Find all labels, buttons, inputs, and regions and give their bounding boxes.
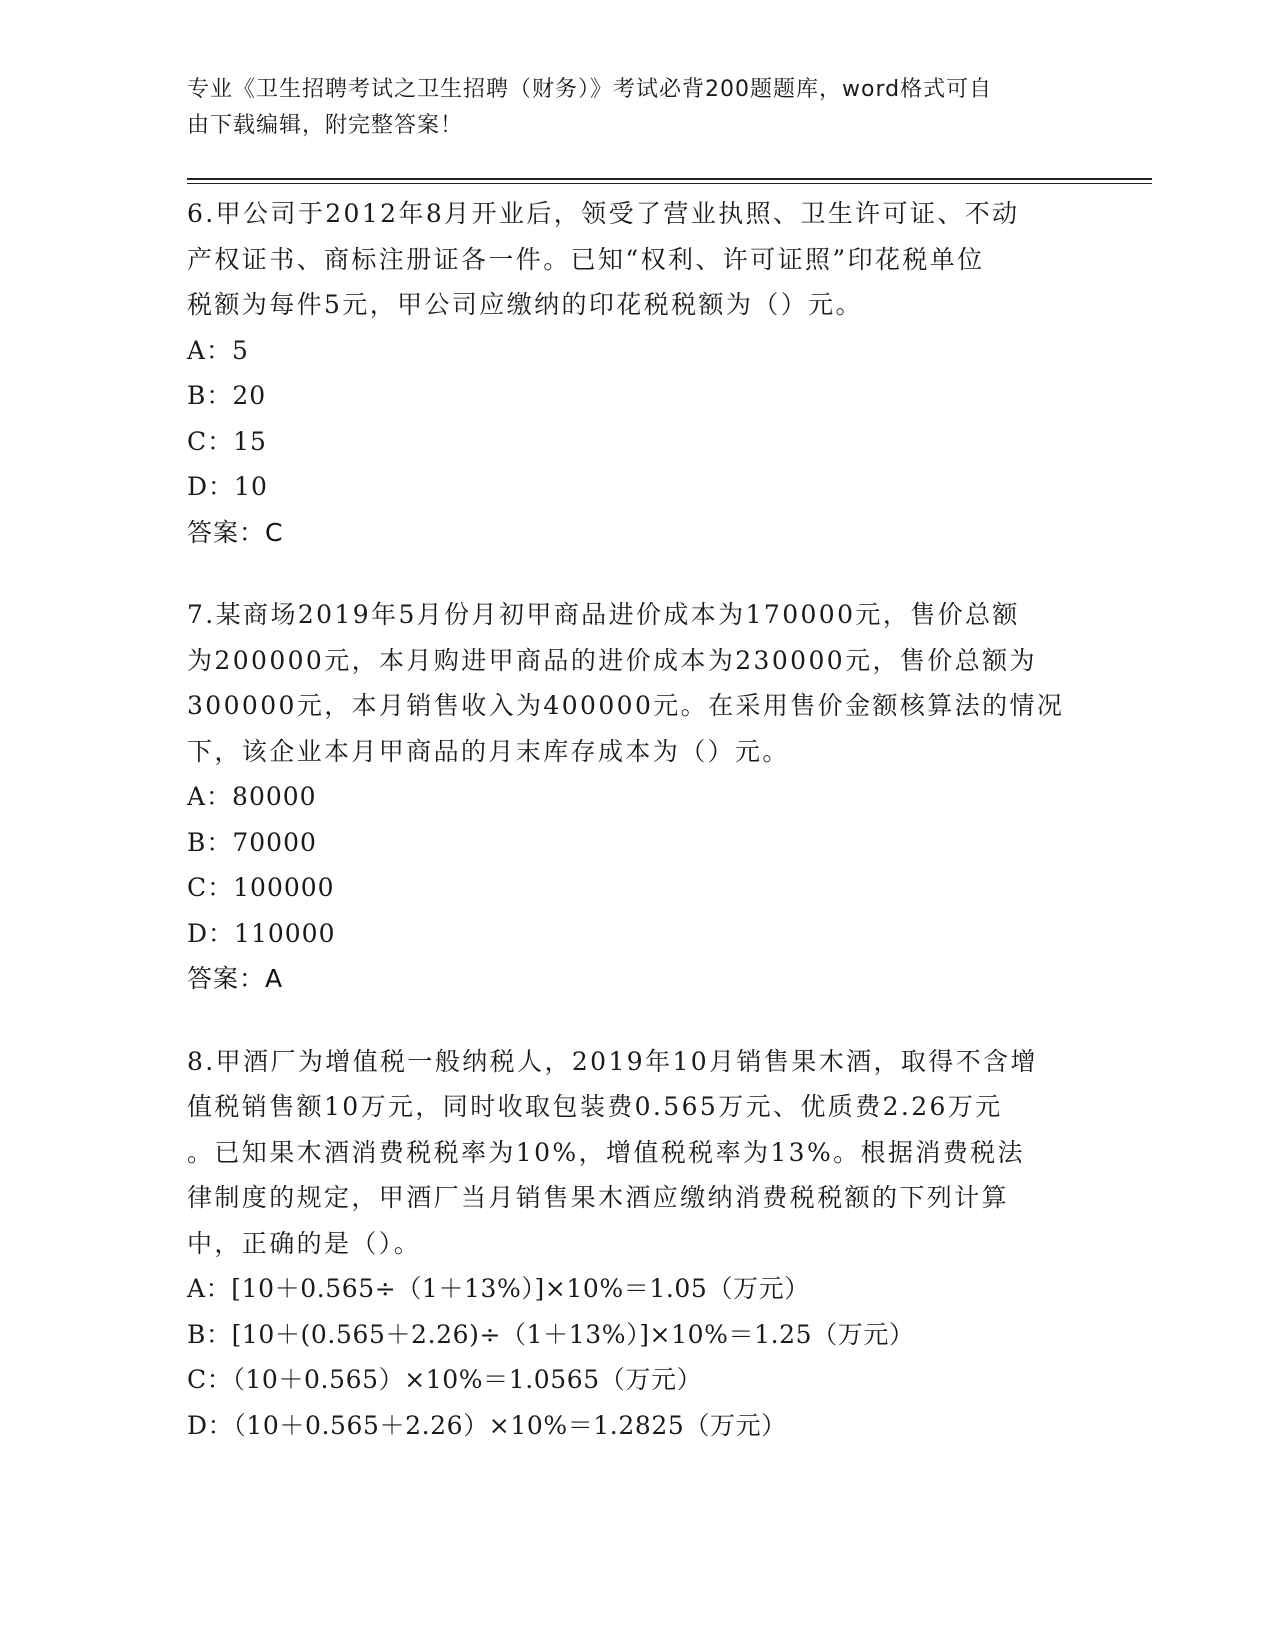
option-c: C：100000 <box>187 873 335 902</box>
header-line-2: 由下载编辑，附完整答案！ <box>187 113 464 138</box>
question-6 <box>187 191 1087 555</box>
question-stem-line: 产权证书、商标注册证各一件。已知“权利、许可证照”印花税单位 <box>187 244 985 274</box>
question-stem-line: 值税销售额10万元，同时收取包装费0.565万元、优质费2.26万元 <box>187 1092 1003 1121</box>
header-line-1: 专业《卫生招聘考试之卫生招聘（财务）》考试必背200题题库，word格式可自 <box>187 77 993 102</box>
question-stem-line: 8.甲酒厂为增值税一般纳税人，2019年10月销售果木酒，取得不含增 <box>187 1046 1038 1076</box>
answer-label: 答案：C <box>187 517 284 547</box>
question-stem-line: 下，该企业本月甲商品的月末库存成本为（）元。 <box>187 736 790 766</box>
option-b: B：70000 <box>187 827 317 857</box>
header-divider-thin <box>187 183 1152 184</box>
question-7 <box>187 592 1087 1002</box>
option-b: B：[10＋(0.565＋2.26)÷（1＋13%）]×10%＝1.25（万元） <box>187 1319 915 1349</box>
question-stem-line: 6.甲公司于2012年8月开业后，领受了营业执照、卫生许可证、不动 <box>187 199 1020 228</box>
option-d: D：（10＋0.565＋2.26）×10%＝1.2825（万元） <box>187 1410 787 1440</box>
question-stem-line: 7.某商场2019年5月份月初甲商品进价成本为170000元，售价总额 <box>187 600 1020 629</box>
header-divider-thick <box>187 178 1152 180</box>
option-c: C：15 <box>187 426 267 456</box>
option-a: A：[10＋0.565÷（1＋13%）]×10%＝1.05（万元） <box>187 1274 810 1303</box>
document-header <box>187 72 1067 144</box>
option-c: C：（10＋0.565）×10%＝1.0565（万元） <box>187 1365 703 1394</box>
option-b: B：20 <box>187 381 267 410</box>
question-stem-line: 中，正确的是（）。 <box>187 1228 422 1258</box>
question-list <box>187 191 1087 1485</box>
question-8 <box>187 1039 1087 1449</box>
answer-label: 答案：A <box>187 964 284 993</box>
question-stem-line: 为200000元，本月购进甲商品的进价成本为230000元，售价总额为 <box>187 645 1037 675</box>
question-stem-line: 律制度的规定，甲酒厂当月销售果木酒应缴纳消费税税额的下列计算 <box>187 1183 1010 1212</box>
option-d: D：10 <box>187 472 268 501</box>
question-stem-line: 。已知果木酒消费税税率为10%，增值税税率为13%。根据消费税法 <box>187 1137 1025 1167</box>
question-stem-line: 税额为每件5元，甲公司应缴纳的印花税税额为（）元。 <box>187 290 863 319</box>
option-d: D：110000 <box>187 918 336 948</box>
option-a: A：5 <box>187 335 249 365</box>
question-stem-line: 300000元，本月销售收入为400000元。在采用售价金额核算法的情况 <box>187 691 1065 720</box>
option-a: A：80000 <box>187 782 317 811</box>
